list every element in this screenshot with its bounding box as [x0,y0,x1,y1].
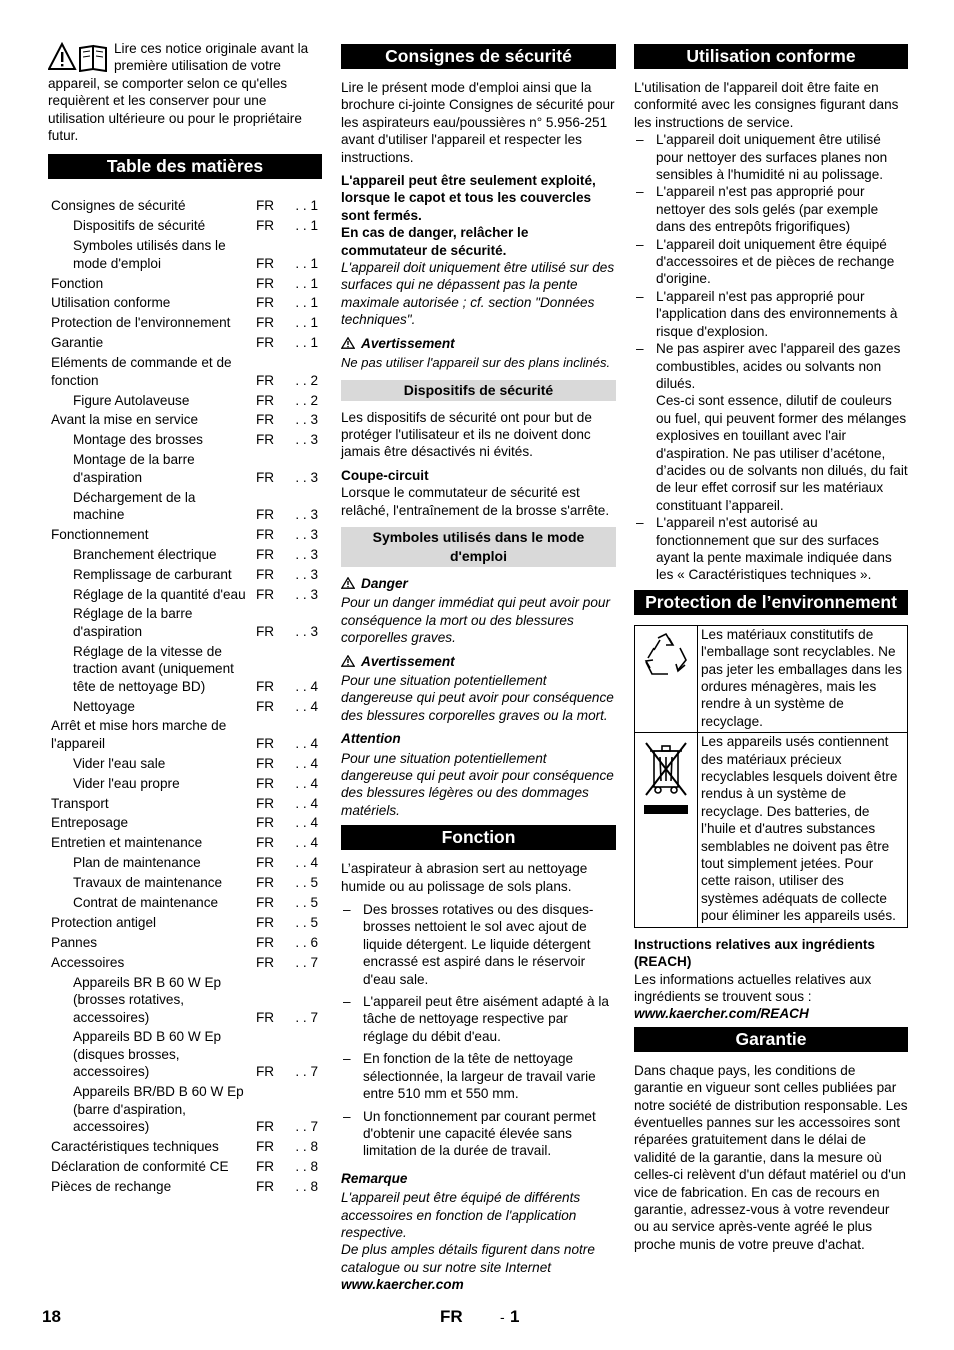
toc-entry-page: . . 7 [290,1063,322,1080]
toc-entry-title: Pièces de rechange [51,1178,172,1194]
toc-entry-lang: FR [256,198,275,214]
toc-entry-lang: FR [256,698,275,714]
toc-entry[interactable] [48,605,322,640]
toc-entry-page: . . 3 [290,566,322,583]
toc-entry-title: Transport [51,795,109,811]
toc-entry-lang: FR [256,412,275,428]
reach-title: Instructions relatives aux ingrédients (REACH) [634,936,875,970]
toc-entry-title: Réglage de la barre d'aspiration [73,606,193,639]
toc-entry[interactable] [48,431,322,448]
toc-entry-lang: FR [256,506,275,522]
recycle-icon [640,630,692,680]
toc-entry-page: . . 8 [290,1158,322,1175]
toc-entry-lang: FR [256,914,275,930]
toc-entry-title: Appareils BD B 60 W Ep (disques brosses, accessoires) [73,1029,222,1080]
toc-entry-page: . . 3 [290,586,322,603]
toc-entry-lang: FR [256,1138,275,1154]
toc-entry[interactable] [48,914,322,931]
toc-entry-lang: FR [256,432,275,448]
toc-entry-title: Protection de l'environnement [51,315,231,331]
toc-entry-lang: FR [256,392,275,408]
toc-entry-page: . . 4 [290,795,322,812]
toc-entry-lang: FR [256,835,275,851]
toc-entry-title: Garantie [51,335,104,351]
toc-entry-lang: FR [256,1064,275,1080]
toc-entry-title: Appareils BR/BD B 60 W Ep (barre d'aspiration, accessoires) [73,1084,244,1134]
toc-entry[interactable] [48,354,322,389]
crossed-bin-icon [640,737,692,817]
toc-entry-title: Fonctionnement [51,526,149,542]
toc-entry-lang: FR [256,586,275,602]
list-item: – Des brosses rotatives ou des disques-brosses nettoient le sol avec ajout de liquide détergent. Le liquide détergent encrassé est aspiré dans le réservoir d'eau sale. [343,902,594,987]
column-right [634,40,908,1259]
toc-entry-page: . . 4 [290,814,322,831]
list-item: – Ne pas aspirer avec l'appareil des gazes combustibles, acides ou solvants non dilués. Ces-ci sont essence, dilutif de couleurs ou fuel, qui peuvent former des mélanges explosives en touillant avec l'air d'aspiration. Ne pas utiliser d’acétone, d’acides ou de solvants non dilués, du fait de leur effet corrosif sur les matériaux constituant l’appareil. [636,341,908,513]
warning-triangle-icon [341,655,355,667]
toc-entry-title: Réglage de la quantité d'eau [73,586,246,602]
devices-heading: Dispositifs de sécurité [341,380,616,401]
toc-entry-lang: FR [256,875,275,891]
toc-entry-lang: FR [256,526,275,542]
toc-entry-lang: FR [256,566,275,582]
toc-entry[interactable] [48,546,322,563]
safety-warning-label: Avertissement [341,335,616,352]
toc-entry[interactable] [48,566,322,583]
usage-list [634,131,908,584]
toc-entry[interactable] [48,814,322,831]
toc-entry-title: Accessoires [51,954,125,970]
attention-label: Attention [341,731,401,747]
toc-entry-page: . . 1 [290,294,322,311]
toc-entry-page: . . 3 [290,623,322,640]
warning-label: Avertissement [341,653,616,670]
toc-entry[interactable] [48,954,322,971]
column-left [48,40,322,1198]
toc-entry[interactable] [48,1028,322,1080]
list-item: – L'appareil n'est autorisé au fonctionnement que sur des surfaces ayant la pente maximale indiquée dans les « Caractéristiques techniques ». [636,515,892,583]
toc-entry[interactable] [48,489,322,524]
warranty-text: Dans chaque pays, les conditions de garantie en vigueur sont celles publiées par notre société de distribution responsable. Les éventuelles pannes sur les accessoires sont réparées gratuitement dans le délai de validité de la garantie, dans la mesure où celles-ci relèvent d'un défaut matériel ou d'un vice de fabrication. En cas de recours en garantie, adressez-vous à votre revendeur ou au service après-vente agréé le plus proche munis de votre preuve d'achat. [634,1062,908,1252]
disposal-text: Les appareils usés contiennent des matériaux précieux recyclables lesquels doivent être rendus à un système de recyclage. Des batteries, de l’huile et d'autres substances semblables ne doivent pas être tout simplement jetées. Pour cette raison, utiliser des systèmes adéquats de collecte pour éliminer les appareils usés. [698,733,908,927]
list-item: – L'appareil doit uniquement être utilisé pour nettoyer des surfaces planes non sensibles à l'humidité ni au polissage. [636,132,888,183]
toc-entry-page: . . 3 [290,506,322,523]
toc-entry-lang: FR [256,315,275,331]
function-paragraph: L’aspirateur à abrasion sert au nettoyage humide ou au polissage de sols plans. [341,861,588,894]
environment-table [634,625,908,928]
toc-entry-page: . . 4 [290,755,322,772]
footer-dash: - [500,1309,505,1325]
toc-entry-lang: FR [256,275,275,291]
warranty-heading: Garantie [634,1027,908,1052]
safety-warning-text: Ne pas utiliser l'appareil sur des plans inclinés. [341,355,611,371]
toc-entry-title: Utilisation conforme [51,295,171,311]
warning-text: Pour une situation potentiellement dangereuse qui peut avoir pour conséquence des blessures corporelles graves ou la mort. [341,672,614,723]
list-item: – L'appareil n'est pas approprié pour nettoyer des sols gelés (par exemple dans des entrepôts frigorifiques) [636,184,879,235]
toc-entry-page: . . 4 [290,678,322,695]
toc-entry-lang: FR [256,755,275,771]
toc-entry-title: Figure Autolaveuse [73,392,190,408]
list-item: – L'appareil n'est pas approprié pour l'application dans des environnements à risque d'explosion. [636,288,898,339]
attention-text: Pour une situation potentiellement dangereuse qui peut avoir pour conséquence des blessures légères ou des dommages matériels. [341,750,614,818]
note-url-link[interactable]: www.kaercher.com [341,1277,464,1293]
usage-heading: Utilisation conforme [634,44,908,69]
toc-entry-title: Protection antigel [51,914,157,930]
warning-manual-icon [48,42,110,72]
toc-entry-title: Dispositifs de sécurité [73,218,206,234]
toc-entry-title: Remplissage de carburant [73,566,232,582]
list-item: – L'appareil peut être aisément adapté à la tâche de nettoyage respective par réglage du débit d'eau. [343,994,609,1044]
toc-entry-page: . . 7 [290,1118,322,1135]
toc-entry[interactable] [48,586,322,603]
toc-entry-lang: FR [256,372,275,388]
safety-paragraph-3: En cas de danger, relâcher le commutateur de sécurité. [341,225,529,258]
toc-entry[interactable] [48,894,322,911]
toc-entry-page: . . 3 [290,431,322,448]
function-heading: Fonction [341,825,616,850]
toc-entry-page: . . 3 [290,526,322,543]
toc-entry-lang: FR [256,1118,275,1134]
toc-entry-title: Vider l'eau sale [73,755,166,771]
note-label: Remarque [341,1170,408,1186]
footer-lang: FR [440,1307,463,1326]
usage-item-detail: Ces-ci sont essence, dilutif de couleurs ou fuel, qui peuvent former des mélanges explosives en touillant avec l'air d'aspiration. Ne pas utiliser d’acétone, d’acides ou de solvants non dilués, du fait de leur effet corrosif sur les matériaux constituant l’appareil. [656,393,908,513]
toc-entry-lang: FR [256,895,275,911]
toc-entry[interactable] [48,974,322,1026]
safety-heading: Consignes de sécurité [341,44,616,69]
toc-entry-lang: FR [256,255,275,271]
toc-entry-title: Montage de la barre d'aspiration [73,452,195,485]
recycle-icon-cell [635,625,698,732]
toc-entry-page: . . 1 [290,197,322,214]
toc-entry-title: Montage des brosses [73,432,203,448]
safety-paragraph-4: L'appareil doit uniquement être utilisé sur des surfaces qui ne dépassent pas la pente maximale autorisée ; cf. section "Données techniques". [341,260,615,328]
toc-entry[interactable] [48,643,322,695]
toc-entry-page: . . 4 [290,698,322,715]
list-item: – En fonction de la tête de nettoyage sélectionnée, la largeur de travail varie entre 510 mm et 550 mm. [343,1051,596,1102]
column-middle [341,40,616,1300]
toc-entry-title: Symboles utilisés dans le mode d'emploi [73,238,226,271]
toc-entry-title: Déchargement de la machine [73,489,196,522]
danger-triangle-icon [341,577,355,589]
toc-entry-lang: FR [256,735,275,751]
toc-entry[interactable] [48,1178,322,1195]
toc-entry-page: . . 4 [290,735,322,752]
toc-entry[interactable] [48,197,322,214]
toc-entry-title: Entretien et maintenance [51,835,203,851]
toc-entry[interactable] [48,334,322,351]
toc-entry-title: Contrat de maintenance [73,895,219,911]
toc-entry-title: Appareils BR B 60 W Ep (brosses rotatives, accessoires) [73,974,222,1025]
toc-entry-page: . . 8 [290,1178,322,1195]
toc-entry-title: Arrêt et mise hors marche de l'appareil [51,718,227,751]
toc-entry[interactable] [48,717,322,752]
reach-text: Les informations actuelles relatives aux ingrédients se trouvent sous : [634,971,872,1004]
page-number: 18 [42,1307,61,1326]
toc-entry[interactable] [48,755,322,772]
toc-entry-page: . . 4 [290,854,322,871]
toc-entry-page: . . 7 [290,954,322,971]
function-list [341,901,616,1160]
intro-text: Lire ces notice originale avant la première utilisation de votre appareil, se comporter selon ce qu'elles requièrent et les conserver pour une utilisation ultérieure ou pour le propriétaire futur. [48,41,309,144]
toc-entry-page: . . 1 [290,255,322,272]
toc-entry-lang: FR [256,855,275,871]
toc-entry[interactable] [48,775,322,792]
toc-entry-lang: FR [256,934,275,950]
toc-entry-page: . . 4 [290,775,322,792]
safety-paragraph-2: L'appareil peut être seulement exploité, lorsque le capot et tous les couvercles sont fermés. [341,173,596,223]
toc-entry-page: . . 7 [290,1009,322,1026]
toc-entry[interactable] [48,526,322,543]
toc-entry[interactable] [48,217,322,234]
table-of-contents [48,197,322,1195]
toc-entry[interactable] [48,392,322,409]
intro-block [48,40,322,144]
toc-entry-page: . . 1 [290,334,322,351]
toc-entry-page: . . 5 [290,894,322,911]
danger-text: Pour un danger immédiat qui peut avoir pour conséquence la mort ou des blessures corporelles graves. [341,595,611,646]
toc-entry-page: . . 2 [290,392,322,409]
toc-entry-lang: FR [256,623,275,639]
table-row [635,733,908,927]
safety-paragraph-1: Lire le présent mode d'emploi ainsi que la brochure ci-jointe Consignes de sécurité pour les aspirateurs eau/poussières n° 5.956-251 avant d'utiliser l'appareil et respecter les instructions. [341,80,615,165]
crossed-bin-icon-cell [635,733,698,927]
toc-entry-page: . . 3 [290,411,322,428]
toc-entry[interactable] [48,1083,322,1135]
toc-entry[interactable] [48,1138,322,1155]
footer-local-page: 1 [510,1307,520,1326]
toc-entry-page: . . 5 [290,874,322,891]
toc-entry-lang: FR [256,775,275,791]
toc-entry-page: . . 1 [290,217,322,234]
toc-entry-page: . . 2 [290,372,322,389]
devices-subheading: Coupe-circuit [341,467,429,483]
toc-entry-lang: FR [256,678,275,694]
toc-entry-page: . . 8 [290,1138,322,1155]
toc-entry-title: Nettoyage [73,698,135,714]
note-text-1: L'appareil peut être équipé de différents accessoires en fonction de l'application respective. [341,1190,581,1240]
toc-entry-lang: FR [256,295,275,311]
toc-entry-title: Réglage de la vitesse de traction avant (uniquement tête de nettoyage BD) [73,643,234,694]
toc-entry-lang: FR [256,795,275,811]
toc-entry-title: Pannes [51,934,98,950]
toc-entry[interactable] [48,314,322,331]
toc-entry[interactable] [48,698,322,715]
toc-entry[interactable] [48,874,322,891]
toc-entry-title: Eléments de commande et de fonction [51,355,232,388]
toc-heading: Table des matières [48,154,322,179]
toc-entry-page: . . 1 [290,275,322,292]
toc-entry-lang: FR [256,335,275,351]
toc-entry-title: Déclaration de conformité CE [51,1158,229,1174]
table-row [635,625,908,732]
toc-entry-page: . . 4 [290,834,322,851]
toc-entry[interactable] [48,934,322,951]
toc-entry-title: Vider l'eau propre [73,775,180,791]
environment-heading: Protection de l’environnement [634,590,908,615]
toc-entry-page: . . 3 [290,469,322,486]
warning-triangle-icon [341,337,355,349]
toc-entry-lang: FR [256,1009,275,1025]
toc-entry-lang: FR [256,1178,275,1194]
toc-entry-title: Fonction [51,275,104,291]
toc-entry[interactable] [48,411,322,428]
toc-entry[interactable] [48,854,322,871]
toc-entry-lang: FR [256,546,275,562]
toc-entry[interactable] [48,294,322,311]
recycle-text: Les matériaux constitutifs de l'emballage sont recyclables. Ne pas jeter les emballages dans les ordures ménagères, mais les rendre à un système de recyclage. [698,625,908,732]
danger-label: Danger [341,575,616,592]
toc-entry-title: Travaux de maintenance [73,875,223,891]
toc-entry-title: Avant la mise en service [51,412,199,428]
usage-paragraph: L'utilisation de l'appareil doit être faite en conformité avec les consignes figurant dans les instructions de service. [634,80,899,130]
note-text-2: De plus amples détails figurent dans notre catalogue ou sur notre site Internet [341,1242,595,1275]
symbols-heading: Symboles utilisés dans le mode d'emploi [341,527,616,567]
list-item: – Un fonctionnement par courant permet d'obtenir une capacité élevée sans limitation de la durée de travail. [343,1108,596,1159]
toc-entry-title: Caractéristiques techniques [51,1138,219,1154]
toc-entry-lang: FR [256,954,275,970]
toc-entry[interactable] [48,451,322,486]
toc-entry-title: Plan de maintenance [73,855,201,871]
toc-entry-lang: FR [256,218,275,234]
toc-entry[interactable] [48,237,322,272]
toc-entry-title: Entreposage [51,815,129,831]
toc-entry[interactable] [48,834,322,851]
devices-paragraph-1: Les dispositifs de sécurité ont pour but de protéger l'utilisateur et ils ne doivent donc jamais être désactivés ni évités. [341,409,592,460]
reach-url-link[interactable]: www.kaercher.com/REACH [634,1006,809,1022]
toc-entry[interactable] [48,275,322,292]
toc-entry-lang: FR [256,815,275,831]
toc-entry-title: Consignes de sécurité [51,198,186,214]
toc-entry[interactable] [48,1158,322,1175]
toc-entry[interactable] [48,795,322,812]
toc-entry-lang: FR [256,1158,275,1174]
toc-entry-title: Branchement électrique [73,546,217,562]
toc-entry-lang: FR [256,469,275,485]
toc-entry-page: . . 6 [290,934,322,951]
devices-paragraph-2: Lorsque le commutateur de sécurité est relâché, l'entraînement de la brosse s'arrête. [341,485,610,518]
list-item: – L'appareil doit uniquement être équipé d'accessoires et de pièces de rechange d'origine. [636,236,895,287]
toc-entry-page: . . 1 [290,314,322,331]
toc-entry-page: . . 3 [290,546,322,563]
toc-entry-page: . . 5 [290,914,322,931]
